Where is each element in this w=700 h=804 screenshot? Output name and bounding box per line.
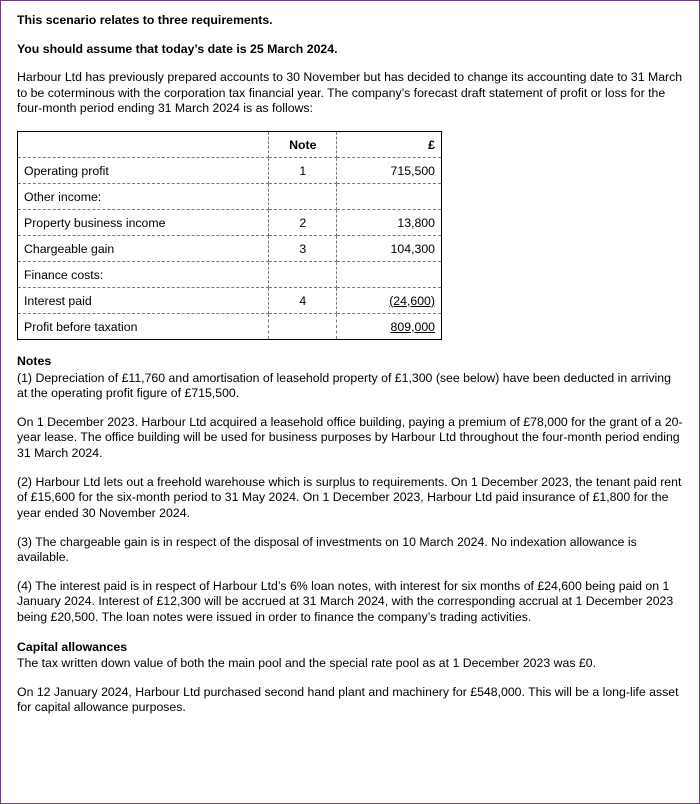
row-amount: 715,500 xyxy=(337,158,442,184)
table-header-row xyxy=(18,132,442,158)
row-amount xyxy=(337,262,442,288)
table-header-note: Note xyxy=(269,132,337,158)
intro-line-2: You should assume that today’s date is 25 March 2024. xyxy=(17,41,338,56)
spacer xyxy=(17,402,683,415)
spacer xyxy=(17,672,683,685)
table-row xyxy=(18,158,442,184)
profit-or-loss-table xyxy=(17,131,442,340)
row-label: Chargeable gain xyxy=(18,236,269,262)
spacer xyxy=(17,462,683,475)
row-note xyxy=(269,262,337,288)
table-header-amount: £ xyxy=(337,132,442,158)
spacer xyxy=(17,566,683,579)
table-header-label xyxy=(18,132,269,158)
table-row xyxy=(18,262,442,288)
row-note: 4 xyxy=(269,288,337,314)
table-row xyxy=(18,288,442,314)
notes-heading: Notes xyxy=(17,354,52,369)
note-4: (4) The interest paid is in respect of Harbour Ltd’s 6% loan notes, with interest for six months of £24,600 being paid on 1 January 2024. Interest of £12,300 will be accrued at 31 March 2024, with the corresponding accrual at 1 December 2023 being £20,500. The loan notes were issued in order to finance the company’s trading activities. xyxy=(17,578,674,624)
capital-allowances-heading: Capital allowances xyxy=(17,639,128,654)
row-label: Other income: xyxy=(18,184,269,210)
note-1-continued: On 1 December 2023. Harbour Ltd acquired a leasehold office building, paying a premium of £78,000 for the grant of a 20-year lease. The office building will be used for business purposes by Harbour Ltd throughout the four-month period ending 31 March 2024. xyxy=(17,414,683,461)
table-row xyxy=(18,184,442,210)
intro-line-1: This scenario relates to three requirements. xyxy=(17,13,273,27)
row-label: Finance costs: xyxy=(18,262,269,288)
row-note xyxy=(269,314,337,340)
table-row xyxy=(18,210,442,236)
row-label: Interest paid xyxy=(18,288,269,314)
capital-allowances-paragraph-1: The tax written down value of both the main pool and the special rate pool as at 1 December 2023 was £0. xyxy=(17,656,596,671)
row-amount: (24,600) xyxy=(337,288,442,314)
table-row xyxy=(18,236,442,262)
note-3: (3) The chargeable gain is in respect of the disposal of investments on 10 March 2024. No indexation allowance is available. xyxy=(17,534,637,565)
table-row xyxy=(18,314,442,340)
spacer xyxy=(17,57,683,70)
row-note: 2 xyxy=(269,210,337,236)
row-label: Profit before taxation xyxy=(18,314,269,340)
row-label: Operating profit xyxy=(18,158,269,184)
row-note: 1 xyxy=(269,158,337,184)
intro-paragraph: Harbour Ltd has previously prepared accounts to 30 November but has decided to change its accounting date to 31 March to be coterminous with the corporation tax financial year. The company’s forecast draft statement of profit or loss for the four-month period ending 31 March 2024 is as follows: xyxy=(17,70,683,116)
row-note: 3 xyxy=(269,236,337,262)
note-1: (1) Depreciation of £11,760 and amortisation of leasehold property of £1,300 (see below) have been deducted in arriving at the operating profit figure of £715,500. xyxy=(17,370,671,401)
row-amount: 13,800 xyxy=(337,210,442,236)
row-amount: 809,000 xyxy=(337,314,442,340)
spacer xyxy=(17,29,683,42)
spacer xyxy=(17,522,683,535)
note-2: (2) Harbour Ltd lets out a freehold warehouse which is surplus to requirements. On 1 December 2023, the tenant paid rent of £15,600 for the six-month period to 31 May 2024. On 1 December 2023, Harbour Ltd paid insurance of £1,800 for the year ended 30 November 2024. xyxy=(17,474,682,520)
capital-allowances-paragraph-2: On 12 January 2024, Harbour Ltd purchased second hand plant and machinery for £548,000. This will be a long-life asset for capital allowance purposes. xyxy=(17,684,679,715)
row-label: Property business income xyxy=(18,210,269,236)
row-note xyxy=(269,184,337,210)
row-amount: 104,300 xyxy=(337,236,442,262)
row-amount xyxy=(337,184,442,210)
